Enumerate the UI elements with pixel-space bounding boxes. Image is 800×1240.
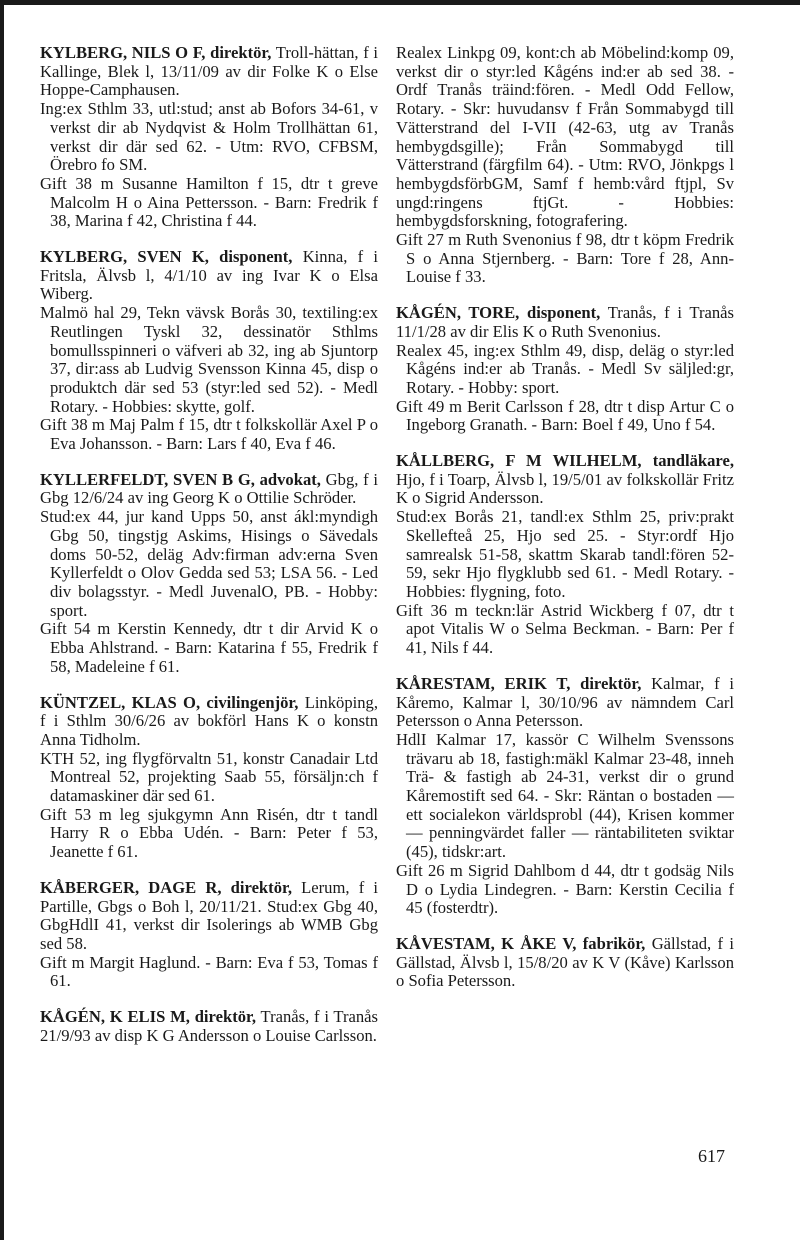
entry-first-paragraph — [396, 304, 734, 341]
entry-text: Malmö hal 29, Tekn vävsk Borås 30, textiling:ex Reutlingen Tyskl 32, dessinatör Sthlms bomullsspinneri o väfveri ab 32, ing ab Sjuntorp 37, dir:ass ab Ludvig Svensson Kinna 45, disp o produktch där sed 53 (styr:led sed 52). - Medl Rotary. - Hobbies: skytte, golf. — [40, 303, 378, 416]
entry-name: KÅRESTAM, ERIK T, direktör, — [396, 673, 642, 693]
biography-entry — [396, 304, 734, 435]
entry-text: Linköping, f i Sthlm 30/6/26 av bokförl Hans K o konstn Anna Tidholm. — [40, 692, 378, 749]
entry-first-paragraph — [40, 694, 378, 750]
entry-name: KÅBERGER, DAGE R, direktör, — [40, 877, 292, 897]
entry-paragraph — [40, 175, 378, 231]
entry-paragraph — [396, 342, 734, 398]
entry-text: Gift 54 m Kerstin Kennedy, dtr t dir Arvid K o Ebba Ahlstrand. - Barn: Katarina f 55, Fredrik f 58, Madeleine f 61. — [40, 619, 378, 676]
biography-entry — [40, 44, 378, 231]
entry-paragraph — [40, 416, 378, 453]
entry-name: KÅVESTAM, K ÅKE V, fabrikör, — [396, 933, 646, 953]
entry-first-paragraph — [40, 44, 378, 100]
biography-entry — [396, 452, 734, 658]
entry-name: KÅGÉN, TORE, disponent, — [396, 303, 601, 323]
entry-paragraph — [40, 954, 378, 991]
entry-text: Hjo, f i Toarp, Älvsb l, 19/5/01 av folkskollär Fritz K o Sigrid Andersson. — [396, 469, 734, 508]
entry-text: KTH 52, ing flygförvaltn 51, konstr Canadair Ltd Montreal 52, projekting Saab 55, försäljn:ch f datamaskiner där sed 61. — [40, 748, 378, 806]
entry-text: Gift 49 m Berit Carlsson f 28, dtr t disp Artur C o Ingeborg Granath. - Barn: Boel f 49, Uno f 54. — [396, 396, 734, 435]
entry-name: KYLLERFELDT, SVEN B G, advokat, — [40, 469, 321, 489]
entry-paragraph — [396, 508, 734, 602]
entry-paragraph — [40, 508, 378, 620]
entry-paragraph — [40, 304, 378, 416]
entry-first-paragraph — [396, 44, 734, 231]
entry-text: Gift 38 m Susanne Hamilton f 15, dtr t greve Malcolm H o Aina Pettersson. - Barn: Fredrik f 38, Marina f 42, Christina f 44. — [40, 173, 378, 231]
biography-entry — [40, 694, 378, 862]
top-border-line — [0, 0, 800, 5]
entry-text: Kalmar, f i Kåremo, Kalmar l, 30/10/96 av nämndem Carl Petersson o Anna Petersson. — [396, 673, 734, 731]
page-number: 617 — [698, 1146, 725, 1166]
biography-entry — [40, 879, 378, 991]
entry-first-paragraph — [396, 935, 734, 991]
entry-paragraph — [396, 398, 734, 435]
entry-paragraph — [40, 750, 378, 806]
entry-name: KÅLLBERG, F M WILHELM, tandläkare, — [396, 451, 734, 471]
entry-text: Gift 53 m leg sjukgymn Ann Risén, dtr t tandl Harry R o Ebba Udén. - Barn: Peter f 53, Jeanette f 61. — [40, 804, 378, 862]
entry-text: Gift 38 m Maj Palm f 15, dtr t folkskollär Axel P o Eva Johansson. - Barn: Lars f 40, Eva f 46. — [40, 415, 378, 454]
entry-name: KYLBERG, SVEN K, disponent, — [40, 247, 293, 267]
entry-text: Gift 26 m Sigrid Dahlbom d 44, dtr t godsäg Nils D o Lydia Lindegren. - Barn: Kerstin Cecilia f 45 (fosterdtr). — [396, 860, 734, 918]
entry-first-paragraph — [396, 452, 734, 508]
entry-first-paragraph — [40, 879, 378, 954]
entry-text: Tranås, f i Tranås 11/1/28 av dir Elis K o Ruth Svenonius. — [396, 303, 734, 341]
entry-text: Kinna, f i Fritsla, Älvsb l, 4/1/10 av ing Ivar K o Elsa Wiberg. — [40, 247, 378, 304]
entry-paragraph — [396, 602, 734, 658]
entry-name: KÅGÉN, K ELIS M, direktör, — [40, 1007, 257, 1027]
entry-text: Gift 27 m Ruth Svenonius f 98, dtr t köpm Fredrik S o Anna Stjernberg. - Barn: Tore f 28, Ann-Louise f 33. — [396, 230, 734, 287]
entry-name: KYLBERG, NILS O F, direktör, — [40, 43, 272, 62]
left-border-line — [0, 0, 4, 1240]
entry-text: Gällstad, f i Gällstad, Älvsb l, 15/8/20 av K V (Kåve) Karlsson o Sofia Petersson. — [396, 933, 734, 991]
biography-entry — [40, 248, 378, 454]
entry-text: Gbg, f i Gbg 12/6/24 av ing Georg K o Ottilie Schröder. — [40, 469, 378, 508]
entry-text: Lerum, f i Partille, Gbgs o Boh l, 20/11/21. Stud:ex Gbg 40, GbgHdlI 41, verkst dir Isolerings ab WMB Gbg sed 58. — [40, 877, 378, 953]
entry-text: Gift m Margit Haglund. - Barn: Eva f 53, Tomas f 61. — [40, 952, 378, 991]
entry-first-paragraph — [40, 248, 378, 304]
entry-text: HdlI Kalmar 17, kassör C Wilhelm Svenssons trävaru ab 18, fastigh:mäkl Kalmar 23-48, inneh Trä- & fastigh ab 24-31, verkst dir o grund Kåremostift sed 64. - Skr: Räntan o bostaden — ett socialekon världsprobl (44), Krisen kommer — penningvärdet faller — räntabiliteten sviktar (45), tidskr:art. — [396, 729, 734, 862]
right-column — [396, 44, 734, 1008]
entry-first-paragraph — [40, 1008, 378, 1045]
entry-paragraph — [40, 620, 378, 676]
biography-entry — [396, 935, 734, 991]
entry-paragraph — [396, 862, 734, 918]
entry-text: Realex 45, ing:ex Sthlm 49, disp, deläg o styr:led Kågéns ind:er ab Tranås. - Medl Sv säljled:gr, Rotary. - Hobby: sport. — [396, 340, 734, 397]
entry-text: Troll-hättan, f i Kallinge, Blek l, 13/11/09 av dir Folke K o Else Hoppe-Camphausen. — [40, 43, 378, 100]
entry-text: Stud:ex 44, jur kand Upps 50, anst ákl:myndigh Gbg 50, tingstjg Askims, Hisings o Sävedals doms 50-52, deläg Adv:firman adv:erna Sven Kyllerfeldt o Olov Gedda sed 53; LSA 56. - Led div bolagsstyr. - Medl JuvenalO, PB. - Hobby: sport. — [40, 507, 378, 620]
entry-text: Stud:ex Borås 21, tandl:ex Sthlm 25, priv:prakt Skellefteå 25, Hjo sed 25. - Styr:ordf Hjo samrealsk 51-58, skattm Skarab tandl:fören 52-59, sekr Hjo flygklubb sed 61. - Medl Rotary. - Hobbies: flygning, foto. — [396, 507, 734, 601]
entry-first-paragraph — [40, 471, 378, 508]
entry-name: KÜNTZEL, KLAS O, civilingenjör, — [40, 692, 299, 712]
entry-text: Tranås, f i Tranås 21/9/93 av disp K G Andersson o Louise Carlsson. — [40, 1007, 378, 1045]
entry-paragraph — [396, 231, 734, 287]
entry-paragraph — [40, 100, 378, 175]
entry-text: Ing:ex Sthlm 33, utl:stud; anst ab Bofors 34-61, v verkst dir ab Nydqvist & Holm Trollhättan 61, verkst dir där sed 62. - Utm: RVO, CFBSM, Örebro fo SM. — [40, 99, 378, 175]
entry-first-paragraph — [396, 675, 734, 731]
biography-entry — [396, 675, 734, 918]
biography-entry — [40, 471, 378, 677]
entry-paragraph — [396, 731, 734, 862]
entry-text: Realex Linkpg 09, kont:ch ab Möbelind:komp 09, verkst dir o styr:led Kågéns ind:er ab sed 38. - Ordf Tranås träind:fören. - Medl Odd Fellow, Rotary. - Skr: huvudansv f Från Sommabygd till Vätterstrand del I-VII (42-63, utg av Tranås hembygdsgille); Från Sommabygd till Vätterstrand (färgfilm 64). - Utm: RVO, Jönkpgs l hembygdsförbGM, Samf f hemb:vård ftjpl, Sv ungd:ringens ftjGt. - Hobbies: hembygdsforskning, fotografering. — [396, 43, 734, 231]
entry-text: Gift 36 m teckn:lär Astrid Wickberg f 07, dtr t apot Vitalis W o Selma Beckman. - Barn: Per f 41, Nils f 44. — [396, 600, 734, 658]
entry-paragraph — [40, 806, 378, 862]
biography-entry — [396, 44, 734, 287]
left-column — [40, 44, 378, 1062]
biography-entry — [40, 1008, 378, 1045]
